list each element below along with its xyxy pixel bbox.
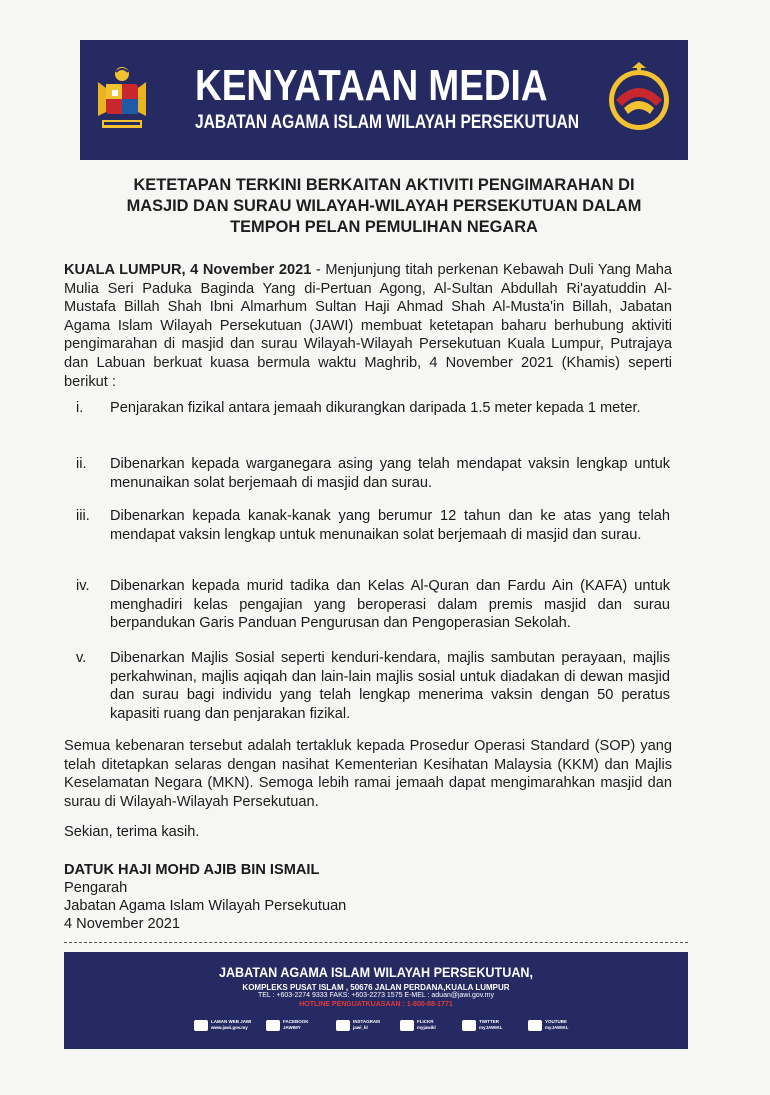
headline — [80, 175, 688, 238]
social-handle: www.jawi.gov.my — [211, 1024, 248, 1030]
facebook-icon — [266, 1020, 280, 1031]
social-handle: jawi_kl — [353, 1024, 368, 1030]
footer-contact: TEL : +603-2274 9333 FAKS: +603-2273 1575 E-MEL : aduan@jawi.gov.my — [257, 992, 495, 999]
list-item-number: v. — [76, 650, 87, 666]
social-handle: myjawikl — [417, 1024, 436, 1030]
signatory-name: DATUK HAJI MOHD AJIB BIN ISMAIL — [64, 862, 320, 878]
flickr-icon — [400, 1020, 414, 1031]
list-item-text: Penjarakan fizikal antara jemaah dikurangkan daripada 1.5 meter kepada 1 meter. — [110, 400, 641, 416]
social-link-facebook[interactable] — [266, 1019, 309, 1031]
signature-date: 4 November 2021 — [64, 916, 181, 932]
intro-paragraph — [64, 261, 672, 391]
social-label: LAMAN WEB JAWI — [211, 1019, 252, 1024]
list-item-text: Dibenarkan kepada warganegara asing yang telah mendapat vaksin lengkap untuk menunaikan solat berjemaah di masjid dan surau. — [110, 456, 670, 491]
youtube-icon — [528, 1020, 542, 1031]
signatory-organisation: Jabatan Agama Islam Wilayah Persekutuan — [64, 898, 347, 914]
list-item-number: iii. — [76, 508, 90, 524]
instagram-icon — [336, 1020, 350, 1031]
social-link-instagram[interactable] — [336, 1019, 380, 1031]
header-banner — [80, 40, 688, 160]
list-item-text: Dibenarkan Majlis Sosial seperti kenduri-kendara, majlis sambutan perayaan, majlis perkahwinan, majlis aqiqah dan lain-lain majlis sosial untuk diadakan di dewan masjid dan surau bagi individu yang telah lengkap menerima vaksin dengan 50 peratus kapasiti ruang dan penjarakan fizikal. — [110, 650, 670, 722]
social-links — [194, 1019, 614, 1039]
twitter-icon — [462, 1020, 476, 1031]
header-title: KENYATAAN MEDIA — [195, 61, 548, 110]
web-icon — [194, 1020, 208, 1031]
social-handle: myJAWIKL — [545, 1024, 569, 1030]
header-subtitle: JABATAN AGAMA ISLAM WILAYAH PERSEKUTUAN — [195, 112, 580, 133]
social-label: FACEBOOK — [283, 1019, 309, 1024]
social-link-twitter[interactable] — [462, 1019, 503, 1031]
headline-line: TEMPOH PELAN PEMULIHAN NEGARA — [230, 218, 538, 236]
malaysia-coat-of-arms-icon — [94, 64, 150, 136]
closing-paragraph: Semua kebenaran tersebut adalah tertakluk kepada Prosedur Operasi Standard (SOP) yang telah ditetapkan selaras dengan nasihat Kementerian Kesihatan Malaysia (KKM) dan Majlis Keselamatan Negara (MKN). Semoga lebih ramai jemaah dapat mengimarahkan masjid dan surau di Wilayah-Wilayah Persekutuan. — [64, 738, 672, 810]
dateline: KUALA LUMPUR, 4 November 2021 — [64, 262, 312, 278]
signature-block — [64, 861, 346, 933]
footer-address: KOMPLEKS PUSAT ISLAM , 50676 JALAN PERDANA,KUALA LUMPUR — [242, 983, 510, 992]
social-handle: JAWIMY — [283, 1024, 301, 1030]
list-item-number: i. — [76, 400, 84, 416]
social-label: TWITTER — [479, 1019, 499, 1024]
social-link-web[interactable] — [194, 1019, 251, 1031]
closing-thanks: Sekian, terima kasih. — [64, 824, 200, 840]
social-label: YOUTUBE — [545, 1019, 568, 1024]
social-handle: myJAWIKL — [479, 1024, 503, 1030]
jawi-logo-icon — [604, 62, 674, 134]
signatory-position: Pengarah — [64, 880, 128, 896]
intro-text: - Menjunjung titah perkenan Kebawah Duli Yang Maha Mulia Seri Paduka Baginda Yang di-Pertuan Agong, Al-Sultan Abdullah Ri'ayatuddin Al-Mustafa Billah Shah Ibni Almarhum Sultan Haji Ahmad Shah Al-Musta'in Billah, Jabatan Agama Islam Wilayah Persekutuan (JAWI) membuat ketetapan baharu berhubung aktiviti pengimarahan di masjid dan surau Wilayah-Wilayah Persekutuan Kuala Lumpur, Putrajaya dan Labuan berkuat kuasa bermula waktu Maghrib, 4 November 2021 (Khamis) seperti berikut : — [64, 262, 672, 390]
social-label: INSTAGRAM — [353, 1019, 380, 1024]
footer-banner — [64, 952, 688, 1049]
social-link-flickr[interactable] — [400, 1019, 436, 1031]
headline-line: MASJID DAN SURAU WILAYAH-WILAYAH PERSEKUTUAN DALAM — [126, 197, 642, 215]
headline-line: KETETAPAN TERKINI BERKAITAN AKTIVITI PENGIMARAHAN DI — [133, 176, 635, 194]
list-item-text: Dibenarkan kepada kanak-kanak yang berumur 12 tahun dan ke atas yang telah mendapat vaksin lengkap untuk menunaikan solat berjemaah di masjid dan surau. — [110, 508, 670, 543]
list-item-number: ii. — [76, 456, 87, 472]
footer-hotline: HOTLINE PENGUATKUASAAN : 1-800-88-1771 — [299, 1001, 453, 1008]
header-text — [195, 62, 605, 134]
list-item-number: iv. — [76, 578, 90, 594]
social-label: FLICKR — [417, 1019, 434, 1024]
social-link-youtube[interactable] — [528, 1019, 569, 1031]
footer-divider — [64, 942, 688, 943]
footer-org: JABATAN AGAMA ISLAM WILAYAH PERSEKUTUAN, — [218, 964, 534, 980]
list-item-text: Dibenarkan kepada murid tadika dan Kelas Al-Quran dan Fardu Ain (KAFA) untuk menghadiri kelas pengajian yang beroperasi dalam premis masjid dan surau berpandukan Garis Panduan Pengurusan dan Pengoperasian Sekolah. — [110, 578, 670, 632]
